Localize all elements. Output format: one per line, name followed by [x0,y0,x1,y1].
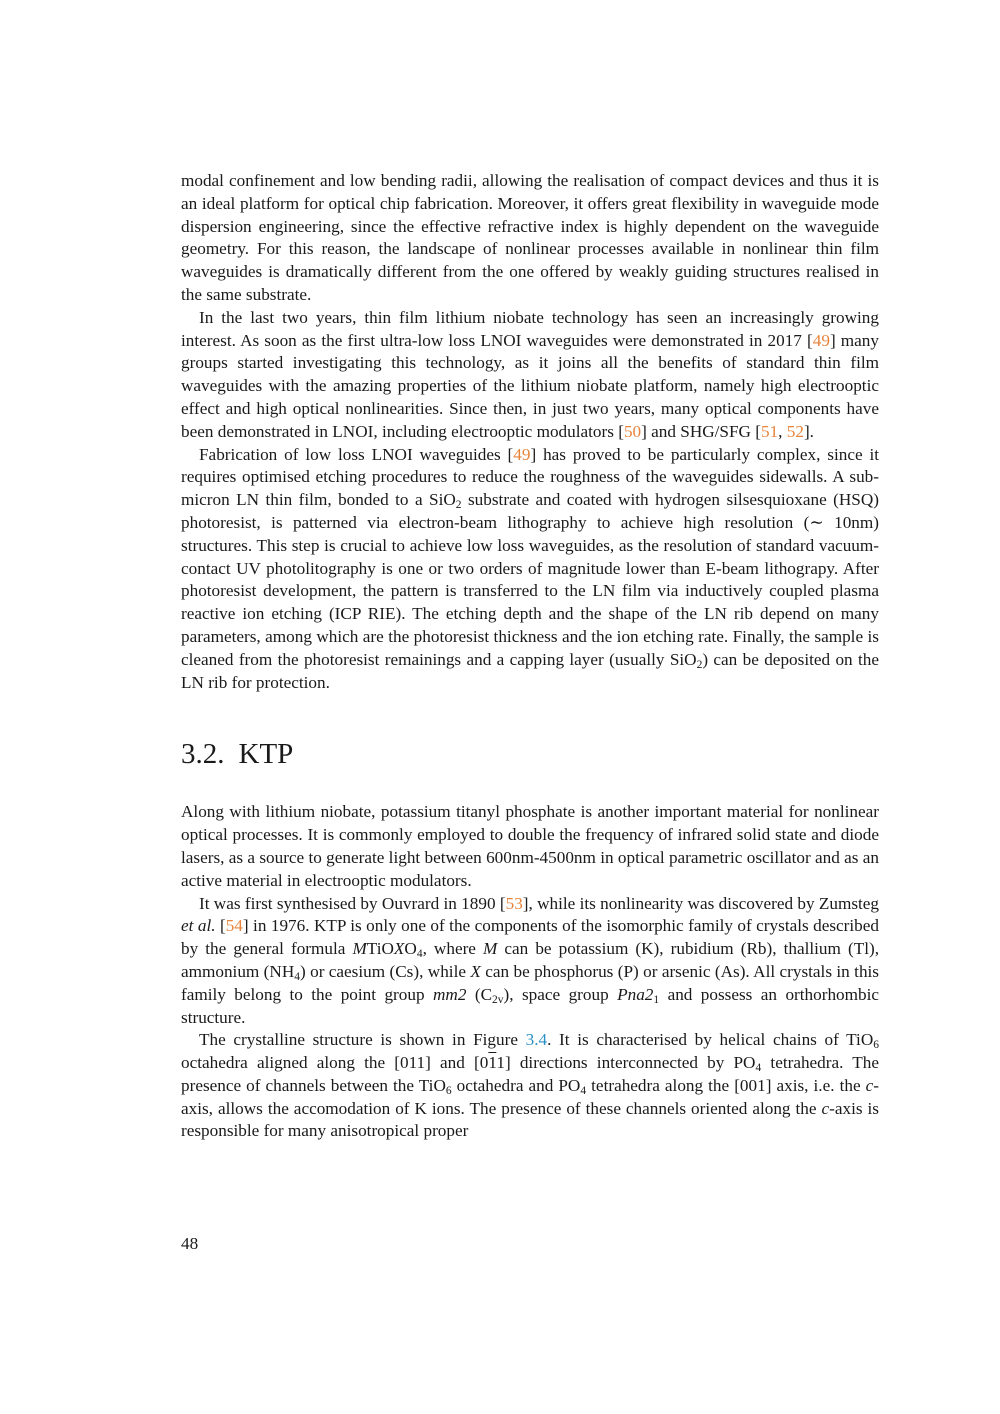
citation-link[interactable]: 49 [513,444,531,464]
section-heading [181,737,879,771]
citation-link[interactable]: 49 [812,330,830,350]
citation-link[interactable]: 50 [623,421,642,441]
paragraph-6: The crystalline structure is shown in Figure 3.4. It is characterised by helical chains of TiO$_6$ octahedra aligned along the [011] and [011] directions interconnected by $PO_4$ tetrahedra. The presence of channels between the TiO$_6$ octahedra and $PO_4$ tetrahedra along the [001] axis, i.e. the c-axis, allows the accomodation of K ions. The presence of these channels oriented along the c-axis is responsible for many anisotropical proper [181,1030,879,1141]
citation-link[interactable]: 54 [225,916,243,936]
paragraph-4: Along with lithium niobate, potassium titanyl phosphate is another important material for nonlinear optical processes. It is commonly employed to double the frequency of infrared solid state and diode lasers, as a source to generate light between 600nm-4500nm in optical parametric oscillator and as an active material in electrooptic modulators. [181,802,879,890]
page-number: 48 [181,1234,199,1253]
section-number: 3.2. [181,738,225,771]
citation-link[interactable]: 51 [760,421,779,441]
paragraph-1: modal confinement and low bending radii, allowing the realisation of compact devices and thus it is an ideal platform for optical chip fabrication. Moreover, it offers great flexibility in waveguide mode dispersion engineering, since the effective refractive index is highly dependent on the waveguide geometry. For this reason, the landscape of nonlinear processes available in nonlinear thin film waveguides is dramatically different from the one offered by weakly guiding structures realised in the same substrate. [181,171,879,304]
citation-link[interactable]: 52 [786,421,804,441]
paragraph-5: It was first synthesised by Ouvrard in 1890 [53], while its nonlinearity was discovered by Zumsteg et al. [54] in 1976. KTP is only one of the components of the isomorphic family of crystals described by the general formula MTiOXO$_4$, where M can be potassium (K), rubidium (Rb), thallium (Tl), ammonium $(NH_4)$ or caesium (Cs), while X can be phosphorus (P) or arsenic (As). All crystals in this family belong to the point group mm2 $(C_{2v})$, space group $Pna2_1$ and possess an orthorhombic structure. [181,893,880,1027]
paragraph-3: Fabrication of low loss LNOI waveguides [49] has proved to be particularly complex, since it requires optimised etching procedures to reduce the roughness of the waveguides sidewalls. A sub-micron LN thin film, bonded to a SiO$_2$ substrate and coated with hydrogen silsesquioxane (HSQ) photoresist, is patterned via electron-beam lithography to achieve high resolution (∼ 10nm) structures. This step is crucial to achieve low loss waveguides, as the resolution of standard vacuum-contact UV photolitography is one or two orders of magnitude lower than E-beam lithograpy. After photoresist development, the pattern is transferred to the LN film via inductively coupled plasma reactive ion etching (ICP RIE). The etching depth and the shape of the LN rib depend on many parameters, among which are the photoresist thickness and the ion etching rate. Finally, the sample is cleaned from the photoresist remainings and a capping layer (usually SiO$_2$) can be deposited on the LN rib for protection. [181,444,880,692]
figure-link[interactable]: 3.4 [525,1030,548,1050]
citation-link[interactable]: 53 [505,893,523,913]
section-title: KTP [238,738,294,771]
paragraph-2: In the last two years, thin film lithium niobate technology has seen an increasingly growing interest. As soon as the first ultra-low loss LNOI waveguides were demonstrated in 2017 [49] many groups started investigating this technology, as it joins all the benefits of standard thin film waveguides with the amazing properties of the lithium niobate platform, namely high electrooptic effect and high optical nonlinearities. Since then, in just two years, many optical components have been demonstrated in LNOI, including electrooptic modulators [50] and SHG/SFG [51, 52]. [181,307,879,441]
page-body [181,170,879,1143]
